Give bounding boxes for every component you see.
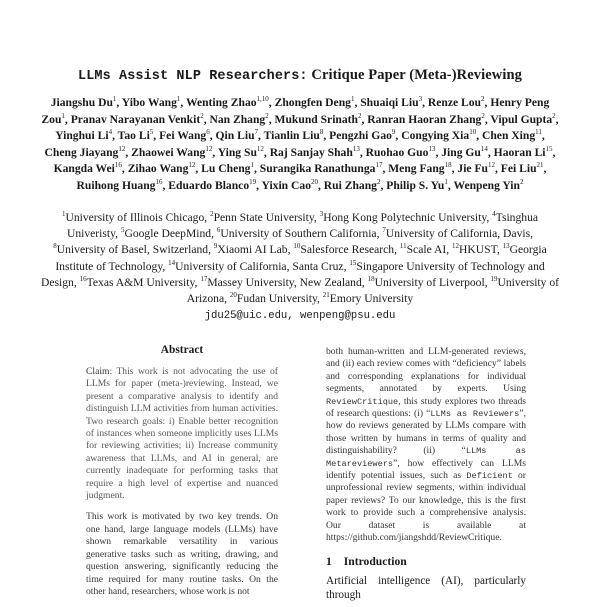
author-name bbox=[366, 146, 436, 159]
affiliation-item bbox=[62, 211, 204, 224]
author-text: Yixin Cao bbox=[261, 178, 311, 192]
affiliation-item bbox=[200, 276, 361, 289]
author-text: Renze Lou bbox=[427, 96, 482, 109]
author-name bbox=[209, 113, 268, 126]
paper-title bbox=[0, 67, 600, 84]
affiliation-name: University of California, Santa Cruz bbox=[175, 259, 344, 273]
section-heading-introduction bbox=[326, 555, 526, 568]
affiliation-marker: 16 bbox=[79, 274, 87, 283]
affiliation-item bbox=[320, 211, 487, 224]
author-name bbox=[329, 129, 395, 142]
author-name bbox=[159, 129, 210, 142]
author-name bbox=[201, 162, 254, 175]
author-name bbox=[441, 146, 488, 159]
author-affiliation-marker: 7 bbox=[254, 128, 259, 136]
author-affiliation-marker: 12 bbox=[118, 144, 126, 153]
author-name bbox=[428, 96, 485, 109]
author-affiliation-marker: 12 bbox=[487, 161, 495, 169]
affiliation-marker: 5 bbox=[120, 226, 125, 235]
affiliation-marker: 15 bbox=[349, 258, 357, 267]
affiliation-item bbox=[230, 292, 317, 305]
author-text: Nan Zhang bbox=[209, 112, 266, 126]
author-affiliation-marker: 9 bbox=[391, 128, 396, 136]
author-name bbox=[51, 96, 117, 109]
author-text: Congying Xia bbox=[401, 129, 470, 142]
author-name bbox=[270, 146, 360, 159]
affiliation-item bbox=[400, 243, 446, 256]
author-text: Ying Su bbox=[217, 145, 257, 159]
affiliation-name: Massey University, New Zealand bbox=[207, 275, 362, 289]
affiliation-name: Fudan University bbox=[236, 292, 317, 306]
affiliation-item bbox=[323, 292, 413, 305]
author-text: Ruihong Huang bbox=[76, 178, 156, 192]
author-text: Haoran Li bbox=[493, 145, 546, 159]
author-name bbox=[55, 129, 112, 142]
author-text: Jiangshu Du bbox=[50, 96, 113, 109]
author-text: Philip S. Yu bbox=[386, 178, 445, 192]
author-text: Qin Liu bbox=[215, 129, 255, 142]
author-affiliation-marker: 16 bbox=[155, 177, 163, 186]
author-affiliation-marker: 11 bbox=[535, 128, 542, 136]
affiliation-item bbox=[80, 276, 195, 289]
author-affiliation-marker: 12 bbox=[188, 161, 196, 169]
section-number: 1 bbox=[326, 554, 332, 568]
author-affiliation-marker: 2 bbox=[481, 111, 485, 120]
author-text: Tao Li bbox=[117, 129, 150, 142]
author-affiliation-marker: 2 bbox=[200, 111, 204, 120]
author-text: Meng Fang bbox=[388, 162, 445, 175]
affiliation-name: University of California, Davis bbox=[385, 227, 531, 241]
author-name bbox=[262, 179, 319, 192]
affiliation-marker: 13 bbox=[502, 242, 510, 251]
introduction-text: Artificial intelligence (AI), particularly through bbox=[326, 574, 526, 601]
author-text: Rui Zhang bbox=[323, 178, 377, 192]
author-name bbox=[260, 162, 383, 175]
author-name bbox=[275, 96, 355, 109]
author-text: Jie Fu bbox=[457, 162, 488, 175]
author-text: Zihao Wang bbox=[127, 162, 189, 175]
affiliation-item bbox=[168, 260, 343, 273]
affiliation-name: Google DeepMind bbox=[124, 227, 212, 241]
author-name bbox=[77, 179, 163, 192]
author-text: Shuaiqi Liu bbox=[360, 96, 419, 109]
affiliation-name: University of Arizona bbox=[186, 275, 560, 306]
author-name bbox=[367, 113, 485, 126]
author-affiliation-marker: 2 bbox=[265, 111, 269, 120]
author-affiliation-marker: 1 bbox=[176, 95, 181, 103]
affiliation-marker: 4 bbox=[492, 210, 496, 218]
affiliation-marker: 9 bbox=[213, 242, 218, 251]
affiliation-marker: 3 bbox=[319, 210, 324, 218]
affiliation-name: Scale AI bbox=[406, 243, 447, 257]
author-list: Jiangshu Du$^1$, Yibo Wang$^1$, Wenting Zhao$^{1,10}$, Zhongfen Deng$^1$, Shuaiqi Liu$^3$, Renze Lou$^2$, Henry Peng Zou$^1$, Pranav Narayanan Venkit$^2$, Nan Zhang$^2$, Mukund Srinath$^2$, Ranran Haoran Zhang$^2$, Vipul Gupta$^2$, Yinghui Li$^4$, Tao Li$^5$, Fei Wang$^6$, Qin Liu$^7$, Tianlin Liu$^8$, Pengzhi Gao$^9$, Congying Xia$^{10}$, Chen Xing$^{11}$, Cheng Jiayang$^{12}$, Zhaowei Wang$^{12}$, Ying Su$^{12}$, Raj Sanjay Shah$^{13}$, Ruohao Guo$^{13}$, Jing Gu$^{14}$, Haoran Li$^{15}$, Kangda Wei$^{16}$, Zihao Wang$^{12}$, Lu Cheng$^1$, Surangika Ranathunga$^{17}$, Meng Fang$^{18}$, Jie Fu$^{12}$, Fei Liu$^{21}$, Ruihong Huang$^{16}$, Eduardo Blanco$^{19}$, Yixin Cao$^{20}$, Rui Zhang$^2$, Philip S. Yu$^1$, Wenpeng Yin$^2$ bbox=[41, 95, 559, 192]
author-affiliation-marker: 13 bbox=[428, 144, 436, 153]
author-text: Raj Sanjay Shah bbox=[269, 145, 353, 159]
abstract-continuation bbox=[326, 346, 526, 545]
affiliation-marker: 7 bbox=[382, 226, 386, 235]
author-name bbox=[186, 96, 269, 109]
author-text: Cheng Jiayang bbox=[44, 145, 119, 159]
affiliation-item bbox=[217, 227, 377, 240]
author-affiliation-marker: 1 bbox=[444, 177, 448, 186]
author-affiliation-marker: 1,10 bbox=[256, 95, 269, 103]
author-name bbox=[453, 179, 523, 192]
affiliation-marker: 8 bbox=[53, 242, 57, 251]
author-affiliation-marker: 10 bbox=[469, 128, 477, 136]
author-name bbox=[45, 146, 126, 159]
affiliation-marker: 21 bbox=[322, 291, 330, 300]
author-affiliation-marker: 15 bbox=[545, 144, 553, 153]
author-affiliation-marker: 17 bbox=[375, 161, 383, 169]
author-affiliation-marker: 1 bbox=[250, 161, 254, 169]
author-text: Kangda Wei bbox=[53, 162, 115, 175]
claim-text: : This work is not advocating the use of LLMs for paper (meta-)reviewing. Instead, we present a comparative analysis to identify and distinguish LLM activities from human activities. Two research goals: i) Enable better recognition of instances when someone implicitly uses LLMs for reviewing activities; ii) Increase community awareness that LLMs, and AI in general, are currently inadequate for performing tasks that require a high level of expertise and nuanced judgment. bbox=[86, 366, 278, 502]
author-affiliation-marker: 16 bbox=[114, 161, 122, 169]
affiliation-item bbox=[452, 243, 497, 256]
author-text: Tianlin Liu bbox=[263, 129, 320, 142]
author-affiliation-marker: 1 bbox=[350, 95, 355, 103]
abstract-paragraph: This work is motivated by two key trends. On one hand, large language models (LLMs) have shown remarkable versatility in various generative tasks such as writing, drawing, and question answering, significantly reducing the time required for many routine tasks. On the other hand, researchers, whose work is not bbox=[86, 511, 278, 597]
author-affiliation-marker: 14 bbox=[480, 144, 488, 153]
right-column bbox=[326, 346, 526, 602]
affiliation-name: Hong Kong Polytechnic University bbox=[323, 211, 487, 224]
author-name bbox=[71, 113, 204, 126]
author-text: Mukund Srinath bbox=[274, 112, 358, 126]
affiliation-item bbox=[293, 243, 394, 256]
abstract-claim bbox=[86, 366, 278, 502]
claim-label: Claim bbox=[86, 366, 110, 377]
affiliation-marker: 18 bbox=[367, 274, 375, 283]
author-affiliation-marker: 2 bbox=[357, 111, 362, 120]
author-name bbox=[131, 146, 212, 159]
author-name bbox=[168, 179, 256, 192]
affiliation-block bbox=[40, 210, 560, 324]
author-affiliation-marker: 8 bbox=[319, 128, 324, 136]
author-name bbox=[275, 113, 362, 126]
affiliation-name: Penn State University bbox=[213, 211, 314, 224]
author-affiliation-marker: 20 bbox=[311, 177, 318, 186]
author-affiliation-marker: 2 bbox=[519, 177, 524, 186]
affiliation-name: Tsinghua Univeristy bbox=[66, 211, 539, 241]
author-affiliation-marker: 5 bbox=[149, 128, 154, 136]
author-text: Ruohao Guo bbox=[365, 145, 429, 159]
author-text: Wenting Zhao bbox=[185, 96, 257, 109]
author-text: Surangika Ranathunga bbox=[259, 162, 376, 175]
affiliation-marker: 19 bbox=[490, 274, 498, 283]
affiliation-marker: 20 bbox=[229, 291, 237, 300]
affiliation-item bbox=[368, 276, 485, 289]
affiliation-name: University of Basel, Switzerland bbox=[56, 243, 209, 257]
author-name bbox=[501, 162, 544, 175]
affiliation-item bbox=[210, 211, 314, 224]
affiliation-name: University of Southern California bbox=[220, 227, 377, 241]
abstract-text: ”, how effectively can LLMs identify potential issues, such as bbox=[326, 457, 526, 482]
abstract-text: or unprofessional review segments, within individual paper reviews? To our knowledge, this is the first work to provide such a comprehensive analysis. Our dataset is available at https://github.com/jiangshdd/ReviewCritique. bbox=[326, 470, 526, 544]
affiliation-name: Emory University bbox=[329, 292, 414, 306]
author-name bbox=[324, 179, 381, 192]
author-affiliation-marker: 2 bbox=[481, 95, 485, 103]
author-affiliation-marker: 21 bbox=[536, 161, 544, 169]
affiliation-marker: 2 bbox=[210, 210, 214, 218]
author-affiliation-marker: 13 bbox=[352, 144, 360, 153]
author-name bbox=[218, 146, 264, 159]
author-affiliation-marker: 12 bbox=[205, 144, 213, 153]
affiliation-marker: 6 bbox=[216, 226, 221, 235]
author-text: Vipul Gupta bbox=[490, 112, 553, 126]
affiliation-name: University of Illinois Chicago bbox=[65, 211, 205, 224]
author-text: Fei Liu bbox=[500, 162, 537, 175]
affiliation-item bbox=[121, 227, 211, 240]
author-affiliation-marker: 6 bbox=[206, 128, 210, 136]
affiliation-marker: 12 bbox=[452, 242, 460, 251]
author-text: Lu Cheng bbox=[201, 162, 251, 175]
author-name bbox=[216, 129, 259, 142]
affiliation-name: Salesforce Research bbox=[300, 243, 395, 257]
author-text: Fei Wang bbox=[159, 129, 207, 142]
affiliation-marker: 10 bbox=[293, 242, 301, 251]
contact-emails: jdu25@uic.edu, wenpeng@psu.edu bbox=[204, 310, 396, 323]
title-rest: Critique Paper (Meta-)Reviewing bbox=[311, 67, 522, 83]
research-thread-1: LLMs as Reviewers bbox=[430, 409, 520, 420]
author-text: Jing Gu bbox=[441, 145, 481, 159]
author-name bbox=[386, 179, 448, 192]
author-text: Zhongfen Deng bbox=[274, 96, 351, 109]
abstract-text: ”, how do reviews generated by LLMs compare with those written by humans in terms of quality and distinguishability? (ii) “ bbox=[326, 408, 526, 457]
author-text: Pengzhi Gao bbox=[329, 129, 392, 142]
affiliation-marker: 11 bbox=[399, 242, 407, 251]
affiliation-item bbox=[382, 227, 530, 240]
author-affiliation-marker: 1 bbox=[61, 111, 65, 120]
author-name bbox=[122, 96, 181, 109]
affiliation-name: Xiaomi AI Lab bbox=[217, 243, 288, 257]
author-affiliation-marker: 19 bbox=[249, 177, 257, 186]
author-name bbox=[360, 96, 422, 109]
author-affiliation-marker: 12 bbox=[256, 144, 264, 153]
author-affiliation-marker: 1 bbox=[112, 95, 117, 103]
author-name bbox=[388, 162, 451, 175]
affiliation-list: $^1$University of Illinois Chicago, $^2$Penn State University, $^3$Hong Kong Polytechnic University, $^4$Tsinghua Univeristy, $^5$Google DeepMind, $^6$University of Southern California, $^7$University of California, Davis, $^8$University of Basel, Switzerland, $^9$Xiaomi AI Lab, $^{10}$Salesforce Research, $^{11}$Scale AI, $^{12}$HKUST, $^{13}$Georgia Institute of Technology, $^{14}$University of California, Santa Cruz, $^{15}$Singapore University of Technology and Design, $^{16}$Texas A&M University, $^{17}$Massey University, New Zealand, $^{18}$University of Liverpool, $^{19}$University of Arizona, $^{20}$Fudan University, $^{21}$Emory University bbox=[40, 210, 560, 306]
author-text: Ranran Haoran Zhang bbox=[367, 112, 482, 126]
author-affiliation-marker: 4 bbox=[108, 128, 113, 136]
affiliation-name: Texas A&M University bbox=[86, 275, 195, 289]
affiliation-item bbox=[214, 243, 288, 256]
author-name bbox=[118, 129, 154, 142]
author-text: Eduardo Blanco bbox=[168, 178, 250, 192]
affiliation-marker: 14 bbox=[168, 258, 176, 267]
dataset-name: ReviewCritique bbox=[326, 396, 399, 407]
author-name bbox=[494, 146, 553, 159]
author-affiliation-marker: 2 bbox=[552, 111, 556, 120]
section-title: Introduction bbox=[343, 554, 407, 568]
author-text: Wenpeng Yin bbox=[453, 178, 520, 192]
author-text: Chen Xing bbox=[481, 129, 536, 142]
left-column bbox=[86, 344, 278, 607]
affiliation-marker: 17 bbox=[200, 274, 208, 283]
affiliation-name: University of Liverpool bbox=[374, 275, 485, 289]
author-name bbox=[482, 129, 542, 142]
affiliation-name: Georgia Institute of Technology bbox=[55, 243, 547, 273]
research-thread-2: LLMs as Metareviewers bbox=[326, 446, 526, 469]
author-name bbox=[401, 129, 476, 142]
deficient-label: Deficient bbox=[466, 471, 513, 482]
author-text: Henry Peng Zou bbox=[41, 96, 550, 126]
author-text: Yinghui Li bbox=[55, 129, 109, 142]
author-name bbox=[490, 113, 555, 126]
affiliation-marker: 1 bbox=[61, 210, 66, 218]
abstract-text: , this study explores two threads of research questions: (i) “ bbox=[326, 395, 526, 420]
author-text: Pranav Narayanan Venkit bbox=[70, 112, 201, 126]
title-mono-part: LLMs Assist NLP Researchers: bbox=[78, 69, 308, 84]
abstract-text: both human-written and LLM-generated reviews, and (ii) each review comes with “deficiency” labels and corresponding explanations for individual segments, annotated by experts. Using bbox=[326, 346, 526, 395]
affiliation-item bbox=[53, 243, 208, 256]
affiliation-name: HKUST bbox=[459, 243, 497, 257]
author-name bbox=[457, 162, 495, 175]
author-name bbox=[54, 162, 122, 175]
author-text: Zhaowei Wang bbox=[131, 145, 206, 159]
author-text: Yibo Wang bbox=[121, 96, 177, 109]
author-affiliation-marker: 18 bbox=[444, 161, 452, 169]
author-name bbox=[128, 162, 196, 175]
author-name bbox=[264, 129, 324, 142]
abstract-heading: Abstract bbox=[160, 344, 204, 356]
affiliation-name: Singapore University of Technology and Design bbox=[40, 259, 545, 289]
author-affiliation-marker: 2 bbox=[376, 177, 381, 186]
author-affiliation-marker: 3 bbox=[418, 95, 423, 103]
